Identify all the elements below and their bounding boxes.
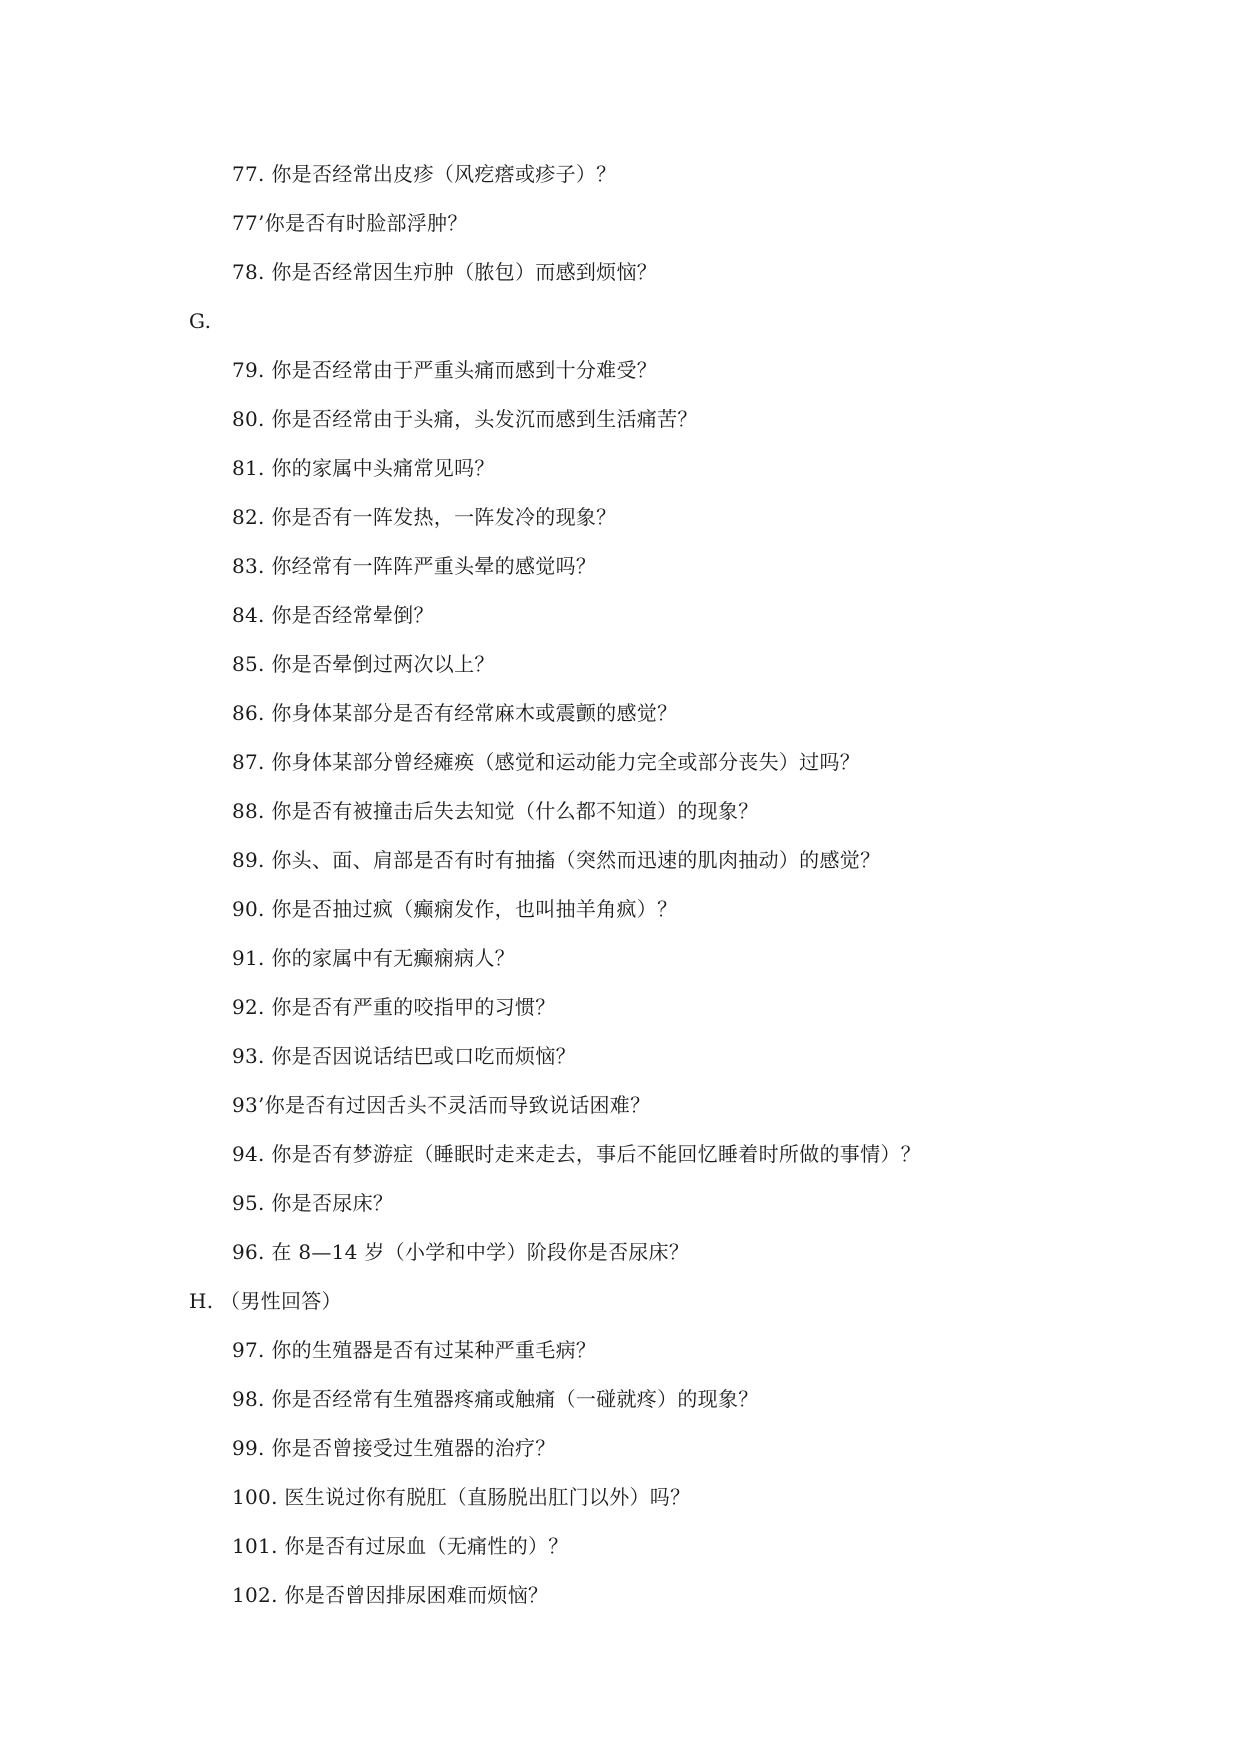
question-86: 86. 你身体某部分是否有经常麻木或震颤的感觉？ bbox=[232, 701, 678, 725]
question-102: 102. 你是否曾因排尿困难而烦恼？ bbox=[232, 1583, 549, 1607]
question-99: 99. 你是否曾接受过生殖器的治疗？ bbox=[232, 1436, 556, 1460]
question-81: 81. 你的家属中头痛常见吗？ bbox=[232, 456, 495, 480]
question-97: 97. 你的生殖器是否有过某种严重毛病？ bbox=[232, 1338, 597, 1362]
question-90: 90. 你是否抽过疯（癫痫发作，也叫抽羊角疯）？ bbox=[232, 897, 678, 921]
question-96: 96. 在 8—14 岁（小学和中学）阶段你是否尿床？ bbox=[232, 1240, 690, 1264]
question-95: 95. 你是否尿床？ bbox=[232, 1191, 394, 1215]
question-93: 93. 你是否因说话结巴或口吃而烦恼？ bbox=[232, 1044, 576, 1068]
question-98: 98. 你是否经常有生殖器疼痛或触痛（一碰就疼）的现象？ bbox=[232, 1387, 759, 1411]
question-101: 101. 你是否有过尿血（无痛性的）？ bbox=[232, 1534, 569, 1558]
question-91: 91. 你的家属中有无癫痫病人？ bbox=[232, 946, 515, 970]
question-79: 79. 你是否经常由于严重头痛而感到十分难受？ bbox=[232, 358, 658, 382]
question-78: 78. 你是否经常因生疖肿（脓包）而感到烦恼？ bbox=[232, 260, 658, 284]
question-87: 87. 你身体某部分曾经瘫痪（感觉和运动能力完全或部分丧失）过吗？ bbox=[232, 750, 861, 774]
question-77: 77. 你是否经常出皮疹（风疙瘩或疹子）？ bbox=[232, 162, 617, 186]
question-100: 100. 医生说过你有脱肛（直肠脱出肛门以外）吗？ bbox=[232, 1485, 691, 1509]
question-92: 92. 你是否有严重的咬指甲的习惯？ bbox=[232, 995, 556, 1019]
question-94: 94. 你是否有梦游症（睡眠时走来走去，事后不能回忆睡着时所做的事情）？ bbox=[232, 1142, 921, 1166]
question-88: 88. 你是否有被撞击后失去知觉（什么都不知道）的现象？ bbox=[232, 799, 759, 823]
question-80: 80. 你是否经常由于头痛，头发沉而感到生活痛苦？ bbox=[232, 407, 698, 431]
question-89: 89. 你头、面、肩部是否有时有抽搐（突然而迅速的肌肉抽动）的感觉？ bbox=[232, 848, 881, 872]
question-82: 82. 你是否有一阵发热，一阵发冷的现象？ bbox=[232, 505, 617, 529]
question-77-prime: 77’你是否有时脸部浮肿？ bbox=[232, 211, 468, 235]
question-83: 83. 你经常有一阵阵严重头晕的感觉吗？ bbox=[232, 554, 597, 578]
question-85: 85. 你是否晕倒过两次以上？ bbox=[232, 652, 495, 676]
section-heading-h: H. （男性回答） bbox=[189, 1289, 342, 1313]
question-93-prime: 93’你是否有过因舌头不灵活而导致说话困难？ bbox=[232, 1093, 651, 1117]
question-84: 84. 你是否经常晕倒？ bbox=[232, 603, 434, 627]
section-heading-g: G. bbox=[189, 309, 212, 333]
